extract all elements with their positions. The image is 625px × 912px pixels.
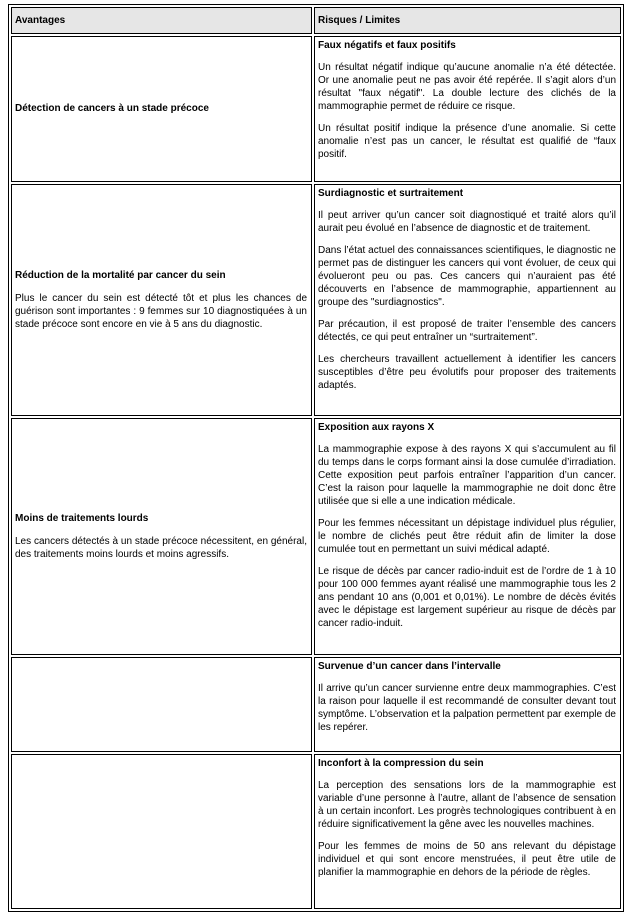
advantages-risks-table: [8, 4, 624, 912]
table-row: [11, 418, 621, 655]
risk-paragraph: Pour les femmes de moins de 50 ans relevant du dépistage individuel et qui sont encore menstruées, il peut être utile de planifier la mammographie en dehors de la période de règles.: [318, 841, 616, 878]
risk-title: Inconfort à la compression du sein: [318, 758, 484, 769]
advantage-cell: [11, 36, 312, 182]
risk-paragraph: Par précaution, il est proposé de traiter l’ensemble des cancers détectés, ce qui peut entraîner un “surtraitement”.: [318, 319, 616, 343]
table-row: [11, 754, 621, 909]
table-header-row: [11, 7, 621, 34]
table-row: [11, 184, 621, 416]
risk-cell: [314, 184, 621, 416]
advantage-cell-empty: [11, 657, 312, 752]
risk-title: Faux négatifs et faux positifs: [318, 40, 456, 51]
advantage-text: Les cancers détectés à un stade précoce nécessitent, en général, des traitements moins lourds et moins agressifs.: [15, 535, 307, 560]
risk-paragraph: La perception des sensations lors de la mammographie est variable d’une personne à l’autre, allant de l’absence de sensation à un certain inconfort. Les progrès technologiques contribuent à en réduire significativement la gêne avec les nouvelles machines.: [318, 780, 616, 830]
risk-paragraph: Les chercheurs travaillent actuellement à identifier les cancers susceptibles d’être peu évolutifs pour proposer des traitements adaptés.: [318, 354, 616, 391]
risk-paragraph: Il peut arriver qu’un cancer soit diagnostiqué et traité alors qu’il aurait peu évolué en l’absence de diagnostic et de traitement.: [318, 210, 616, 234]
table-row: [11, 657, 621, 752]
risk-title: Survenue d’un cancer dans l’intervalle: [318, 661, 501, 672]
risk-paragraph: Un résultat positif indique la présence d’une anomalie. Si cette anomalie n’est pas un cancer, le résultat est qualifié de “faux positif.: [318, 123, 616, 160]
risk-title: Exposition aux rayons X: [318, 422, 435, 433]
advantage-title: Moins de traitements lourds: [15, 512, 149, 524]
advantage-title: Réduction de la mortalité par cancer du sein: [15, 269, 226, 281]
risk-paragraph: Dans l’état actuel des connaissances scientifiques, le diagnostic ne permet pas de distinguer les cancers qui vont évoluer, de ceux qui évolueront peu ou pas. Ces cancers qui n’auraient pas été découverts en l’absence de mammographie, appartiennent au groupe des "surdiagnostics".: [318, 245, 616, 308]
advantage-title: Détection de cancers à un stade précoce: [15, 103, 209, 114]
advantage-cell-empty: [11, 754, 312, 909]
risk-paragraph: La mammographie expose à des rayons X qui s’accumulent au fil du temps dans le corps formant ainsi la dose cumulée d’irradiation. Cette exposition peut parfois entraîner l’apparition d’un cancer. C’est la raison pour laquelle la mammographie ne doit donc être utilisée que si elle a une indication médicale.: [318, 444, 616, 507]
risk-paragraph: Le risque de décès par cancer radio-induit est de l’ordre de 1 à 10 pour 100 000 femmes ayant réalisé une mammographie tous les 2 ans pendant 10 ans (0,001 et 0,01%). Le nombre de décès évités avec le dépistage est largement supérieur au risque de décès par cancer radio-induit.: [318, 566, 616, 629]
risk-title: Surdiagnostic et surtraitement: [318, 188, 464, 199]
risk-cell: [314, 754, 621, 909]
advantage-cell: [11, 184, 312, 416]
advantage-cell: [11, 418, 312, 655]
advantage-text: Plus le cancer du sein est détecté tôt et plus les chances de guérison sont importantes : 9 femmes sur 10 diagnostiquées à un stade précoce sont encore en vie à 5 ans du diagnostic.: [15, 292, 307, 330]
header-risks: Risques / Limites: [314, 7, 621, 34]
risk-paragraph: Il arrive qu’un cancer survienne entre deux mammographies. C’est la raison pour laquelle il est recommandé de consulter devant tout symptôme. L’observation et la palpation permettent par exemple de les repérer.: [318, 683, 616, 733]
risk-paragraph: Un résultat négatif indique qu’aucune anomalie n’a été détectée. Or une anomalie peut ne pas avoir été repérée. Il s’agit alors d’un résultat "faux négatif". La double lecture des clichés de la mammographie permet de réduire ce risque.: [318, 62, 616, 112]
risk-paragraph: Pour les femmes nécessitant un dépistage individuel plus régulier, le nombre de clichés peut être réduit afin de limiter la dose cumulée tout en permettant un suivi médical adapté.: [318, 518, 616, 555]
header-advantages: Avantages: [11, 7, 312, 34]
table-row: [11, 36, 621, 182]
risk-cell: [314, 36, 621, 182]
risk-cell: [314, 657, 621, 752]
risk-cell: [314, 418, 621, 655]
